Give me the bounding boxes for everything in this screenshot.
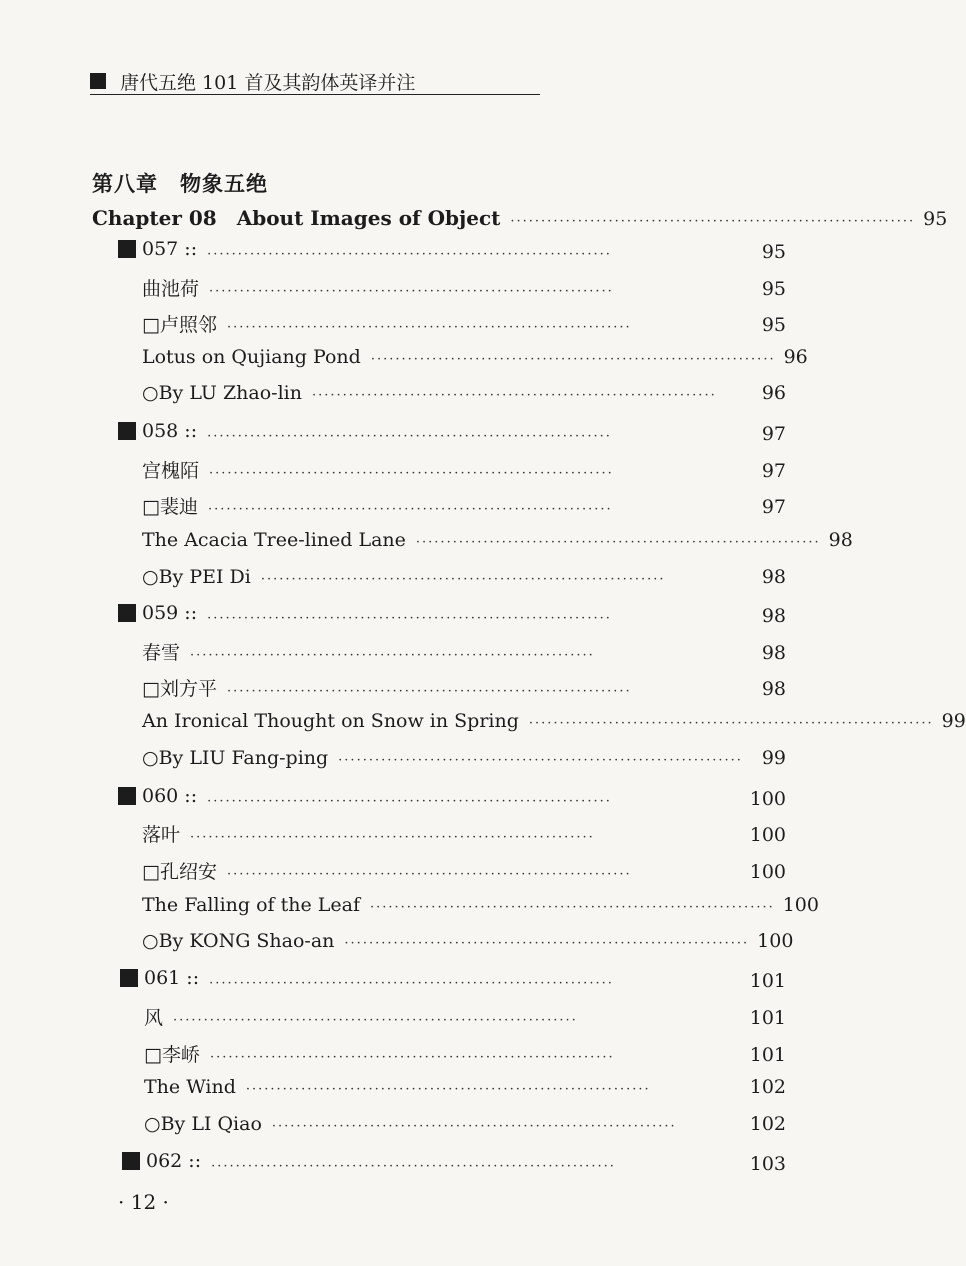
leader-dots: ·································································· [190,830,595,845]
toc-row-section[interactable] [118,602,786,627]
toc-row-entry[interactable] [144,1003,786,1030]
toc-page: 102 [749,1113,786,1135]
toc-page: 99 [761,747,786,769]
toc-row-entry[interactable] [142,310,786,337]
toc-label: □刘方平 [142,678,217,700]
toc-row-entry[interactable] [142,529,853,551]
toc-label: 057 :: [142,238,198,260]
square-bullet-icon [118,422,136,440]
toc-page: 100 [749,861,786,883]
toc-row-entry[interactable] [142,346,808,368]
toc-label: ○By PEI Di [142,566,251,588]
toc-row-entry[interactable] [142,710,966,732]
chapter-title-cn: 第八章 物象五绝 [92,171,268,196]
toc-page: 95 [761,241,786,263]
toc-label: □孔绍安 [142,861,217,883]
toc-row-entry[interactable] [142,820,786,847]
leader-dots: ·································································· [528,716,934,731]
toc-page: 101 [749,970,786,992]
toc-page: 98 [828,529,853,551]
toc-row-entry[interactable] [142,674,786,701]
leader-dots: ·································································· [271,1119,677,1134]
toc-page: 95 [761,314,786,336]
leader-dots: ·································································· [207,502,613,517]
leader-dots: ·································································· [209,284,614,299]
square-bullet-icon [118,240,136,258]
leader-dots: ·································································· [207,429,612,444]
toc-label: 春雪 [142,642,181,664]
leader-dots: ·································································· [338,753,743,768]
leader-dots: ·································································· [370,352,776,367]
toc-page: 95 [923,208,948,230]
toc-label: ○By LIU Fang-ping [142,747,329,769]
toc-label: Lotus on Qujiang Pond [142,346,361,368]
toc-row-entry[interactable] [142,382,786,404]
toc-page: 100 [749,824,786,846]
toc-page: 100 [757,930,794,952]
toc-row-entry[interactable] [142,930,794,952]
toc-row-section[interactable] [118,420,786,445]
toc-label: 061 :: [144,967,200,989]
leader-dots: ·································································· [311,388,717,403]
toc-label: 062 :: [146,1150,202,1172]
leader-dots: ·································································· [226,867,632,882]
toc-page: 100 [749,788,786,810]
toc-label: ○By KONG Shao-an [142,930,335,952]
toc-page: 95 [761,278,786,300]
leader-dots: ·································································· [209,1050,615,1065]
toc-label: 060 :: [142,785,198,807]
toc-label: The Acacia Tree-lined Lane [142,529,406,551]
toc-row-entry[interactable] [144,1040,786,1067]
leader-dots: ·································································· [173,1013,578,1028]
leader-dots: ·································································· [207,247,612,262]
toc-row-section[interactable] [118,785,786,810]
toc-row-section[interactable] [120,967,786,992]
toc-row-section[interactable] [118,238,786,263]
toc-row-entry[interactable] [142,274,786,301]
toc-page: 98 [761,566,786,588]
leader-dots: ·································································· [211,1159,616,1174]
square-bullet-icon [118,787,136,805]
leader-dots: ·································································· [260,572,666,587]
leader-dots: ·································································· [369,900,775,915]
running-head-title: 唐代五绝 101 首及其韵体英译并注 [120,71,416,94]
toc-row-chapter[interactable] [92,202,948,231]
toc-label: The Falling of the Leaf [142,894,360,916]
leader-dots: ·································································· [415,535,821,550]
page-number: · 12 · [118,1190,169,1214]
toc-page: 96 [783,346,808,368]
leader-dots: ·································································· [226,320,632,335]
toc-row-entry[interactable] [144,1076,786,1098]
toc-page: 101 [749,1007,786,1029]
toc-label: ○By LI Qiao [144,1113,262,1135]
leader-dots: ·································································· [245,1082,651,1097]
toc-page: 98 [761,605,786,627]
toc-label: □卢照邻 [142,314,217,336]
square-bullet-icon [90,73,106,89]
leader-dots: ·································································· [190,648,595,663]
leader-dots: ·································································· [226,684,632,699]
running-head [90,68,540,95]
toc-label: □李峤 [144,1044,200,1066]
toc-page: 102 [749,1076,786,1098]
toc-page: 101 [749,1044,786,1066]
toc-row-entry[interactable] [142,747,786,769]
leader-dots: ·································································· [207,611,612,626]
square-bullet-icon [122,1152,140,1170]
square-bullet-icon [118,604,136,622]
leader-dots: ·································································· [209,976,614,991]
toc-label: 曲池荷 [142,278,200,300]
toc-label: An Ironical Thought on Snow in Spring [142,710,519,732]
toc-row-entry[interactable] [142,492,786,519]
leader-dots: ·································································· [209,466,614,481]
toc-label: □裴迪 [142,496,198,518]
toc-row-section[interactable] [122,1150,786,1175]
leader-dots: ·································································· [207,794,612,809]
toc-page: 103 [749,1153,786,1175]
toc-page: 98 [761,642,786,664]
toc-label: Chapter 08 About Images of Object [92,206,501,230]
toc-label: 风 [144,1007,164,1029]
toc-row-entry[interactable] [144,1113,786,1135]
toc-page: 97 [761,496,786,518]
toc-label: The Wind [144,1076,236,1098]
square-bullet-icon [120,969,138,987]
toc-row-entry[interactable] [142,638,786,665]
toc-page: 96 [761,382,786,404]
toc-row-entry[interactable] [142,894,819,916]
toc-page: 99 [941,710,966,732]
toc-page: 98 [761,678,786,700]
leader-dots: ·································································· [344,936,750,951]
leader-dots: ·································································· [510,214,916,229]
toc-row-entry[interactable] [142,456,786,483]
toc-label: ○By LU Zhao-lin [142,382,302,404]
toc-label: 058 :: [142,420,198,442]
toc-row-entry[interactable] [142,566,786,588]
toc-label: 宫槐陌 [142,460,200,482]
toc-page: 100 [782,894,819,916]
toc-page: 97 [761,423,786,445]
toc-label: 落叶 [142,824,181,846]
toc-page: 97 [761,460,786,482]
toc-label: 059 :: [142,602,198,624]
toc-row-entry[interactable] [142,857,786,884]
